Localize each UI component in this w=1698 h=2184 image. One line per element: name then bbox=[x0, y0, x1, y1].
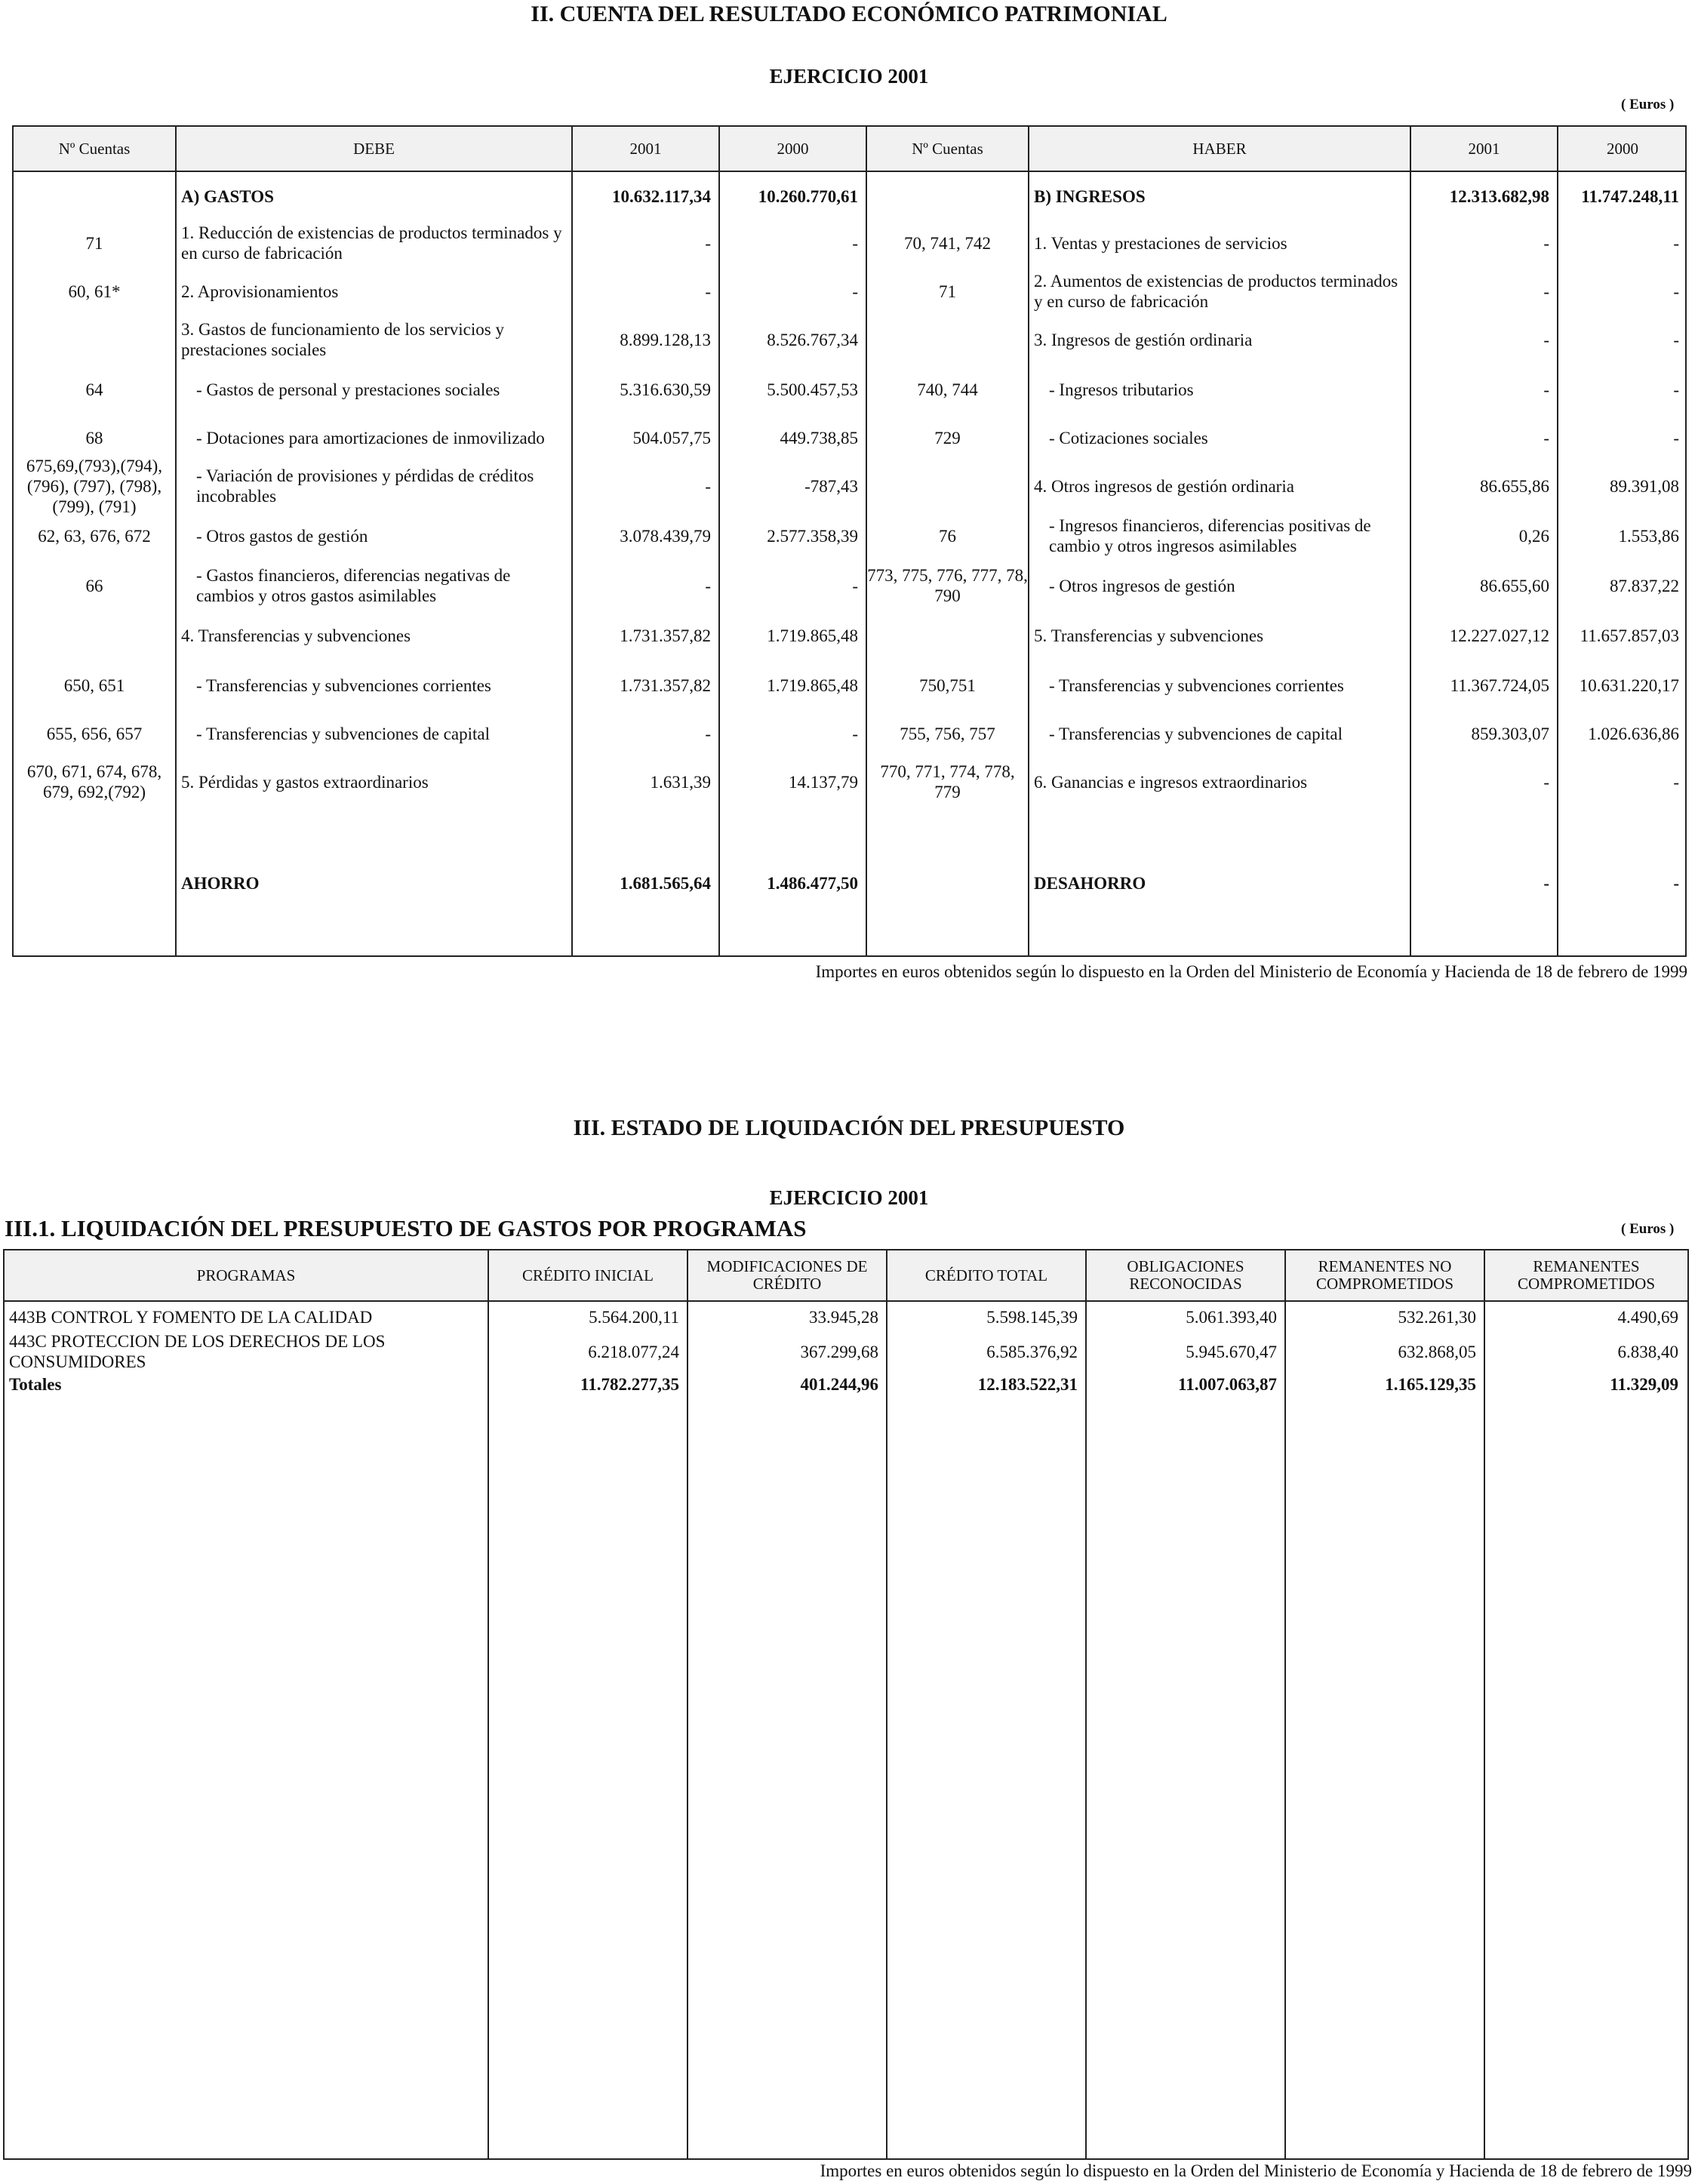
debe-account bbox=[14, 315, 175, 364]
haber-description: - Otros ingresos de gestión bbox=[1049, 576, 1235, 595]
haber-account bbox=[867, 611, 1028, 660]
haber-2000: 11.747.248,11 bbox=[1581, 186, 1679, 206]
credito-total: 6.585.376,92 bbox=[986, 1342, 1078, 1361]
haber-2000: 1.553,86 bbox=[1618, 526, 1679, 546]
debe-account bbox=[14, 611, 175, 660]
debe-account bbox=[14, 172, 175, 220]
debe-2001: - bbox=[705, 576, 711, 595]
debe-account bbox=[14, 859, 175, 907]
debe-2000: 1.719.865,48 bbox=[767, 626, 858, 645]
haber-2001: 86.655,60 bbox=[1480, 576, 1549, 595]
haber-description: B) INGRESOS bbox=[1034, 186, 1146, 206]
header-haber: HABER bbox=[1192, 140, 1247, 158]
remanentes-no-comprometidos: 532.261,30 bbox=[1398, 1307, 1476, 1327]
income-statement-table bbox=[12, 125, 1687, 957]
haber-2001: - bbox=[1543, 281, 1549, 301]
debe-account: 66 bbox=[85, 576, 103, 595]
haber-2000: - bbox=[1673, 330, 1679, 349]
section3-subsection-title: III.1. LIQUIDACIÓN DEL PRESUPUESTO DE GASTOS POR PROGRAMAS bbox=[5, 1215, 807, 1241]
haber-account: 750,751 bbox=[919, 675, 976, 695]
header-2000-left: 2000 bbox=[777, 140, 809, 158]
obligaciones: 11.007.063,87 bbox=[1178, 1374, 1277, 1394]
haber-account: 76 bbox=[939, 526, 956, 546]
haber-2000: 10.631.220,17 bbox=[1579, 675, 1679, 695]
table-row bbox=[14, 512, 1685, 560]
table-row bbox=[14, 661, 1685, 709]
table-row bbox=[14, 365, 1685, 414]
debe-2000: - bbox=[852, 576, 858, 595]
debe-account: 60, 61* bbox=[68, 281, 121, 301]
credito-inicial: 5.564.200,11 bbox=[589, 1307, 679, 1327]
section2-footnote: Importes en euros obtenidos según lo dispuesto en la Orden del Ministerio de Economía y Hacienda de 18 de febrero de 1999 bbox=[815, 962, 1687, 981]
debe-account: 650, 651 bbox=[63, 675, 125, 695]
header-2000-right: 2000 bbox=[1607, 140, 1638, 158]
haber-description: - Ingresos tributarios bbox=[1049, 380, 1194, 399]
debe-2000: 449.738,85 bbox=[780, 428, 858, 448]
totals-row bbox=[5, 1373, 1687, 1395]
header-remanentes-no-comprometidos: REMANENTES NO COMPROMETIDOS bbox=[1315, 1257, 1454, 1293]
section3-units: ( Euros ) bbox=[1621, 1221, 1675, 1237]
debe-description: 5. Pérdidas y gastos extraordinarios bbox=[181, 772, 429, 792]
debe-account: 670, 671, 674, 678, 679, 692,(792) bbox=[26, 762, 162, 801]
haber-2000: 1.026.636,86 bbox=[1588, 724, 1679, 743]
programa: 443B CONTROL Y FOMENTO DE LA CALIDAD bbox=[9, 1307, 373, 1327]
debe-description: 3. Gastos de funcionamiento de los servicios y prestaciones sociales bbox=[181, 320, 504, 359]
obligaciones: 5.061.393,40 bbox=[1186, 1307, 1277, 1327]
haber-2001: 0,26 bbox=[1518, 526, 1549, 546]
header-credito-total: CRÉDITO TOTAL bbox=[924, 1266, 1048, 1284]
credito-total: 12.183.522,31 bbox=[977, 1374, 1078, 1394]
haber-description: 4. Otros ingresos de gestión ordinaria bbox=[1034, 476, 1294, 496]
debe-description: 1. Reducción de existencias de productos terminados y en curso de fabricación bbox=[181, 223, 562, 263]
budget-table bbox=[3, 1249, 1689, 2160]
programa: Totales bbox=[9, 1374, 62, 1394]
haber-description: - Cotizaciones sociales bbox=[1049, 428, 1208, 448]
debe-description: - Gastos financieros, diferencias negativas de cambios y otros gastos asimilables bbox=[196, 566, 511, 605]
table-row bbox=[14, 456, 1685, 516]
debe-2000: - bbox=[852, 724, 858, 743]
debe-description: - Transferencias y subvenciones de capital bbox=[196, 724, 490, 743]
table-row bbox=[14, 859, 1685, 907]
debe-description: - Otros gastos de gestión bbox=[196, 526, 368, 546]
debe-description: - Gastos de personal y prestaciones sociales bbox=[196, 380, 500, 399]
haber-description: DESAHORRO bbox=[1034, 873, 1146, 893]
debe-description: AHORRO bbox=[181, 873, 260, 893]
haber-account: 755, 756, 757 bbox=[900, 724, 995, 743]
debe-2000: 5.500.457,53 bbox=[767, 380, 858, 399]
remanentes-comprometidos: 11.329,09 bbox=[1610, 1374, 1678, 1394]
haber-description: 5. Transferencias y subvenciones bbox=[1034, 626, 1264, 645]
debe-account: 62, 63, 676, 672 bbox=[38, 526, 151, 546]
debe-2001: - bbox=[705, 724, 711, 743]
credito-total: 5.598.145,39 bbox=[986, 1307, 1078, 1327]
debe-2000: 1.719.865,48 bbox=[767, 675, 858, 695]
haber-2001: - bbox=[1543, 428, 1549, 448]
haber-account: 740, 744 bbox=[917, 380, 978, 399]
table-row bbox=[14, 219, 1685, 267]
obligaciones: 5.945.670,47 bbox=[1186, 1342, 1277, 1361]
header-debe: DEBE bbox=[353, 140, 395, 158]
table-row bbox=[14, 709, 1685, 758]
table-row bbox=[14, 758, 1685, 806]
debe-2000: 8.526.767,34 bbox=[767, 330, 858, 349]
table-header bbox=[5, 1250, 1687, 1302]
haber-account: 770, 771, 774, 778, 779 bbox=[880, 762, 1015, 801]
haber-2000: 87.837,22 bbox=[1610, 576, 1679, 595]
debe-2001: 504.057,75 bbox=[632, 428, 711, 448]
table-row bbox=[5, 1330, 1687, 1373]
debe-2001: - bbox=[705, 233, 711, 253]
remanentes-comprometidos: 4.490,69 bbox=[1617, 1307, 1678, 1327]
haber-2000: 89.391,08 bbox=[1610, 476, 1679, 496]
haber-2000: - bbox=[1673, 380, 1679, 399]
haber-description: - Transferencias y subvenciones de capital bbox=[1049, 724, 1343, 743]
haber-2001: - bbox=[1543, 233, 1549, 253]
haber-2000: - bbox=[1673, 428, 1679, 448]
haber-2001: - bbox=[1543, 873, 1549, 893]
haber-account bbox=[867, 172, 1028, 220]
haber-description: 2. Aumentos de existencias de productos terminados y en curso de fabricación bbox=[1034, 272, 1398, 311]
haber-2000: - bbox=[1673, 233, 1679, 253]
credito-inicial: 11.782.277,35 bbox=[580, 1374, 679, 1394]
remanentes-no-comprometidos: 632.868,05 bbox=[1398, 1342, 1476, 1361]
debe-account: 64 bbox=[85, 380, 103, 399]
remanentes-no-comprometidos: 1.165.129,35 bbox=[1385, 1374, 1476, 1394]
credito-inicial: 6.218.077,24 bbox=[588, 1342, 679, 1361]
debe-description: - Variación de provisiones y pérdidas de créditos incobrables bbox=[196, 466, 534, 506]
haber-account bbox=[867, 462, 1028, 510]
header-2001-left: 2001 bbox=[629, 140, 662, 158]
debe-2001: - bbox=[705, 281, 711, 301]
table-row bbox=[14, 267, 1685, 315]
table-row bbox=[14, 172, 1685, 220]
haber-2001: 86.655,86 bbox=[1480, 476, 1549, 496]
haber-2001: 12.227.027,12 bbox=[1449, 626, 1549, 645]
haber-account: 71 bbox=[939, 281, 956, 301]
debe-2000: -787,43 bbox=[804, 476, 858, 496]
section3-subtitle: EJERCICIO 2001 bbox=[769, 1186, 929, 1209]
table-header bbox=[14, 127, 1685, 172]
haber-2001: 859.303,07 bbox=[1471, 724, 1549, 743]
modificaciones: 33.945,28 bbox=[809, 1307, 878, 1327]
haber-description: - Ingresos financieros, diferencias positivas de cambio y otros ingresos asimilables bbox=[1049, 516, 1371, 555]
section3-title: III. ESTADO DE LIQUIDACIÓN DEL PRESUPUESTO bbox=[573, 1115, 1125, 1140]
remanentes-comprometidos: 6.838,40 bbox=[1617, 1342, 1678, 1361]
debe-2000: - bbox=[852, 233, 858, 253]
section2-title: II. CUENTA DEL RESULTADO ECONÓMICO PATRIMONIAL bbox=[531, 2, 1167, 26]
table-row bbox=[14, 611, 1685, 660]
debe-2001: 1.731.357,82 bbox=[620, 675, 711, 695]
haber-2001: - bbox=[1543, 380, 1549, 399]
debe-description: A) GASTOS bbox=[181, 186, 274, 206]
debe-account: 71 bbox=[85, 233, 103, 253]
haber-description: 6. Ganancias e ingresos extraordinarios bbox=[1034, 772, 1308, 792]
haber-description: 3. Ingresos de gestión ordinaria bbox=[1034, 330, 1253, 349]
debe-2001: - bbox=[705, 476, 711, 496]
header-2001-right: 2001 bbox=[1468, 140, 1500, 158]
table-row bbox=[14, 315, 1685, 364]
debe-2000: 2.577.358,39 bbox=[767, 526, 858, 546]
haber-2000: 11.657.857,03 bbox=[1580, 626, 1679, 645]
debe-2000: - bbox=[852, 281, 858, 301]
haber-2001: 12.313.682,98 bbox=[1449, 186, 1549, 206]
haber-2001: - bbox=[1543, 330, 1549, 349]
header-programas: PROGRAMAS bbox=[196, 1266, 296, 1284]
haber-account: 773, 775, 776, 777, 78, 790 bbox=[867, 566, 1028, 605]
debe-description: - Transferencias y subvenciones corrientes bbox=[196, 675, 491, 695]
modificaciones: 367.299,68 bbox=[800, 1342, 878, 1361]
debe-2001: 1.731.357,82 bbox=[620, 626, 711, 645]
debe-2001: 1.631,39 bbox=[650, 772, 711, 792]
section2-units: ( Euros ) bbox=[1621, 97, 1675, 112]
debe-2001: 3.078.439,79 bbox=[620, 526, 711, 546]
debe-2001: 10.632.117,34 bbox=[612, 186, 711, 206]
debe-2001: 8.899.128,13 bbox=[620, 330, 711, 349]
table-row bbox=[14, 414, 1685, 462]
haber-account bbox=[867, 859, 1028, 907]
haber-2001: 11.367.724,05 bbox=[1450, 675, 1549, 695]
section2-subtitle: EJERCICIO 2001 bbox=[769, 65, 929, 88]
modificaciones: 401.244,96 bbox=[800, 1374, 878, 1394]
debe-account: 68 bbox=[85, 428, 103, 448]
header-cuentas-right: Nº Cuentas bbox=[912, 140, 983, 158]
debe-account: 655, 656, 657 bbox=[46, 724, 143, 743]
debe-2001: 5.316.630,59 bbox=[620, 380, 711, 399]
haber-account: 729 bbox=[934, 428, 961, 448]
table-row bbox=[5, 1303, 1687, 1330]
section3-footnote: Importes en euros obtenidos según lo dispuesto en la Orden del Ministerio de Economía y Hacienda de 18 de febrero de 1999 bbox=[820, 2161, 1692, 2180]
haber-account bbox=[867, 315, 1028, 364]
header-cuentas-left: Nº Cuentas bbox=[58, 140, 131, 158]
debe-2000: 14.137,79 bbox=[789, 772, 858, 792]
programa: 443C PROTECCION DE LOS DERECHOS DE LOS CONSUMIDORES bbox=[9, 1332, 386, 1371]
header-obligaciones: OBLIGACIONES RECONOCIDAS bbox=[1127, 1257, 1244, 1293]
haber-2000: - bbox=[1673, 873, 1679, 893]
debe-2000: 10.260.770,61 bbox=[758, 186, 858, 206]
debe-description: 4. Transferencias y subvenciones bbox=[181, 626, 411, 645]
table-row bbox=[14, 561, 1685, 610]
haber-2000: - bbox=[1673, 772, 1679, 792]
haber-description: - Transferencias y subvenciones corrientes bbox=[1049, 675, 1344, 695]
haber-2000: - bbox=[1673, 281, 1679, 301]
debe-description: 2. Aprovisionamientos bbox=[181, 281, 339, 301]
haber-account: 70, 741, 742 bbox=[904, 233, 991, 253]
header-credito-inicial: CRÉDITO INICIAL bbox=[521, 1266, 654, 1284]
header-modificaciones: MODIFICACIONES DE CRÉDITO bbox=[706, 1257, 868, 1293]
debe-account: 675,69,(793),(794), (796), (797), (798), (799), (791) bbox=[26, 456, 163, 516]
haber-description: 1. Ventas y prestaciones de servicios bbox=[1034, 233, 1287, 253]
debe-2001: 1.681.565,64 bbox=[620, 873, 711, 893]
header-remanentes-comprometidos: REMANENTES COMPROMETIDOS bbox=[1517, 1257, 1656, 1293]
debe-description: - Dotaciones para amortizaciones de inmovilizado bbox=[196, 428, 545, 448]
debe-2000: 1.486.477,50 bbox=[767, 873, 858, 893]
haber-2001: - bbox=[1543, 772, 1549, 792]
